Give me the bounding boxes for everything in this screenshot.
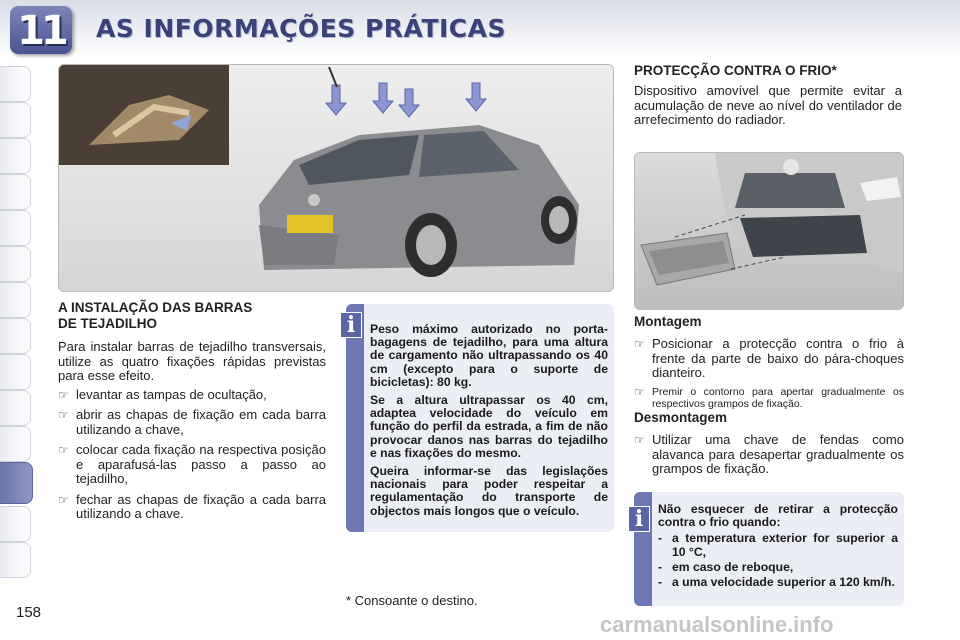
- info-paragraph: Queira informar-se das legislações nacionais para poder respeitar a regulamentação do transporte de objectos mais longos que o veículo.: [370, 464, 608, 518]
- chapter-side-tabs: [0, 66, 32, 576]
- brand-emblem: [783, 159, 799, 175]
- info-icon: i: [340, 312, 362, 338]
- roof-arrow-icon: [326, 85, 346, 115]
- roof-bars-title-line2: DE TEJADILHO: [58, 316, 158, 331]
- list-item: ☞ Premir o contorno para apertar gradualmente os respectivos grampos de fixação.: [634, 384, 904, 410]
- antenna: [329, 67, 337, 87]
- side-tab[interactable]: [0, 426, 31, 462]
- cold-protection-title: PROTECÇÃO CONTRA O FRIO*: [634, 63, 837, 78]
- list-item: ☞ Utilizar uma chave de fendas como alavanca para desapertar gradualmente os grampos de fixação.: [634, 432, 904, 476]
- list-item: ☞ Posicionar a protecção contra o frio à frente da parte de baixo do pára-choques dianteiro.: [634, 336, 904, 380]
- side-tab[interactable]: [0, 174, 31, 210]
- info-strip: [346, 304, 364, 532]
- watermark-text: carmanualsonline.info: [600, 612, 834, 637]
- roof-bars-intro: Para instalar barras de tejadilho transversais, utilize as quatro fixações rápidas previstas para esse efeito.: [58, 339, 326, 383]
- list-item: ☞ colocar cada fixação na respectiva posição e aparafusá-las passo a passo ao tejadilho,: [58, 442, 326, 486]
- roof-bar-car-illustration: [58, 64, 614, 292]
- list-item: - em caso de reboque,: [658, 559, 794, 574]
- side-tab[interactable]: [0, 318, 31, 354]
- chapter-number: 11: [17, 8, 65, 54]
- list-item: ☞ abrir as chapas de fixação em cada barra utilizando a chave,: [58, 407, 326, 437]
- pointing-hand-icon: ☞: [634, 433, 645, 447]
- side-tab-active[interactable]: [0, 462, 33, 504]
- car-front-drawing: [635, 153, 903, 309]
- info-heading: Não esquecer de retirar a protecção contra o frio quando:: [658, 502, 898, 530]
- pointing-hand-icon: ☞: [634, 337, 645, 351]
- pointing-hand-icon: ☞: [58, 408, 69, 422]
- car-rear-drawing: [59, 65, 613, 291]
- chapter-badge: [10, 6, 72, 54]
- roof-bars-title-line1: A INSTALAÇÃO DAS BARRAS: [58, 300, 253, 315]
- side-tab[interactable]: [0, 66, 31, 102]
- side-tab[interactable]: [0, 102, 31, 138]
- footnote: * Consoante o destino.: [346, 593, 478, 608]
- roof-load-info-text: [370, 323, 608, 523]
- cold-protection-info-text: [658, 503, 898, 589]
- chapter-title: AS INFORMAÇÕES PRÁTICAS: [96, 14, 507, 43]
- side-tab[interactable]: [0, 138, 31, 174]
- cold-protection-description: Dispositivo amovível que permite evitar a acumulação de neve ao nível do ventilador de arrefecimento do radiador.: [634, 83, 902, 127]
- pointing-hand-icon: ☞: [634, 384, 645, 399]
- license-plate: [287, 215, 333, 233]
- pointing-hand-icon: ☞: [58, 387, 69, 402]
- roof-arrow-icon: [466, 83, 486, 111]
- list-item: ☞ levantar as tampas de ocultação,: [58, 386, 267, 402]
- cold-protection-illustration: [634, 152, 904, 310]
- roof-bars-title: [58, 300, 328, 332]
- roof-arrow-icon: [373, 83, 393, 113]
- info-paragraph: Se a altura ultrapassar os 40 cm, adaptea velocidade do veículo em função do perfil da estrada, a fim de não provocar danos nas barras do tejadilho e nas fixações do mesmo.: [370, 393, 608, 460]
- roof-arrow-icon: [399, 89, 419, 117]
- upper-grille: [735, 173, 845, 208]
- disassembly-title: Desmontagem: [634, 410, 728, 425]
- pointing-hand-icon: ☞: [58, 443, 69, 457]
- info-paragraph: Peso máximo autorizado no porta-bagagens de tejadilho, para uma altura de cargamento não ultrapassando os 40 cm (excepto para o suporte de bicicletas): 80 kg.: [370, 322, 608, 389]
- side-tab[interactable]: [0, 506, 31, 542]
- roof-bars-body: [58, 340, 326, 522]
- side-tab[interactable]: [0, 282, 31, 318]
- side-tab[interactable]: [0, 390, 31, 426]
- pointing-hand-icon: ☞: [58, 492, 69, 507]
- list-item: - a temperatura exterior for superior a 10 °C,: [658, 531, 898, 559]
- assembly-title: Montagem: [634, 314, 702, 329]
- disassembly-body: [634, 431, 904, 477]
- lower-grille: [740, 215, 867, 257]
- side-tab[interactable]: [0, 210, 31, 246]
- side-tab[interactable]: [0, 542, 31, 578]
- brand-emblem: [308, 194, 320, 206]
- list-item: ☞ fechar as chapas de fixação a cada barra utilizando a chave.: [58, 491, 326, 521]
- assembly-body: [634, 335, 904, 410]
- list-item: - a uma velocidade superior a 120 km/h.: [658, 575, 895, 590]
- side-tab[interactable]: [0, 354, 31, 390]
- page-number: 158: [16, 604, 42, 621]
- info-icon: i: [628, 506, 650, 532]
- side-tab[interactable]: [0, 246, 31, 282]
